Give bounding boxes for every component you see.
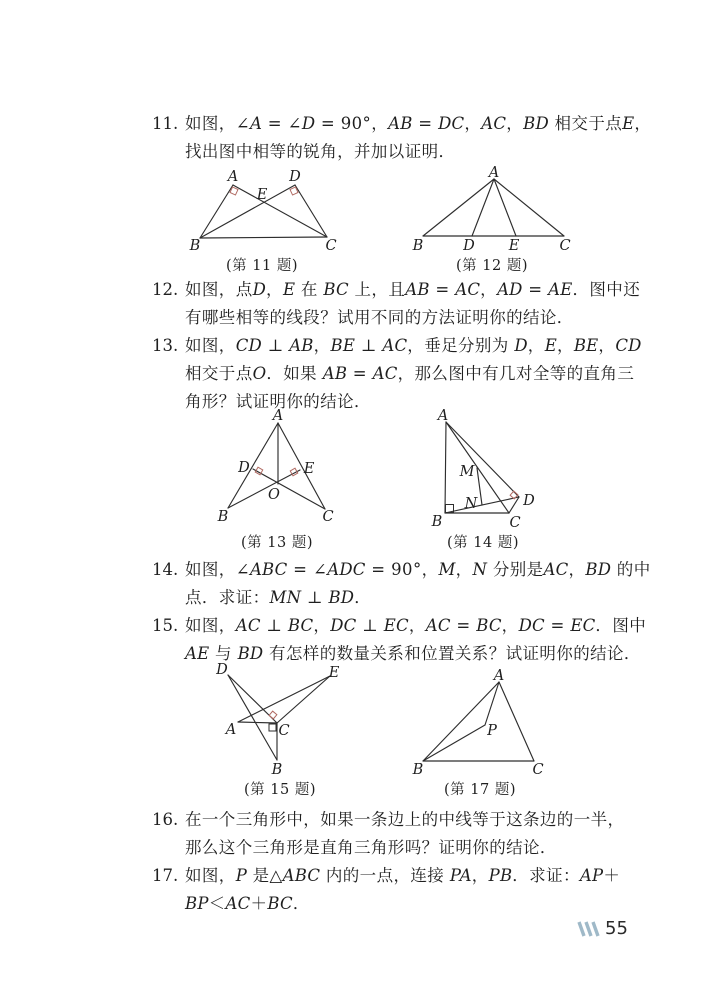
- vertex-label: B: [217, 509, 229, 525]
- vertex-label: N: [464, 496, 478, 512]
- problem-text-line: AE 与 BD 有怎样的数量关系和位置关系？试证明你的结论．: [185, 644, 641, 663]
- vertex-label: E: [328, 665, 340, 681]
- figure-caption-13: (第 13 题): [241, 535, 313, 551]
- problem-text-line: 在一个三角形中，如果一条边上的中线等于这条边的一半，: [185, 810, 625, 829]
- vertex-label: B: [189, 238, 201, 254]
- vertex-label: B: [412, 762, 424, 778]
- problem-text-line: 那么这个三角形是直角三角形吗？证明你的结论．: [185, 838, 557, 857]
- figure-caption-15: (第 15 题): [244, 782, 316, 798]
- problem-number: 15.: [152, 616, 179, 635]
- problem-text-line: 相交于点O．如果 AB = AC，那么图中有几对全等的直角三: [185, 364, 635, 383]
- problem-text-line: 找出图中相等的锐角，并加以证明．: [185, 142, 456, 161]
- vertex-label: A: [437, 408, 449, 424]
- problem-text-line: 如图，AC ⊥ BC，DC ⊥ EC，AC = BC，DC = EC．图中: [185, 616, 647, 635]
- problem-number: 13.: [152, 336, 179, 355]
- vertex-label: D: [523, 493, 535, 509]
- problem-17: [152, 862, 621, 918]
- problem-text-line: 如图，CD ⊥ AB，BE ⊥ AC，垂足分别为 D，E，BE，CD: [185, 336, 642, 355]
- figure-caption-11: (第 11 题): [226, 258, 298, 274]
- fig-15: [215, 662, 340, 778]
- vertex-label: B: [271, 762, 283, 778]
- figure-caption-14: (第 14 题): [447, 535, 519, 551]
- vertex-label: D: [216, 662, 228, 678]
- vertex-label: E: [508, 238, 520, 254]
- problem-11: [152, 110, 652, 166]
- vertex-label: E: [303, 461, 315, 477]
- figure-caption-12: (第 12 题): [456, 258, 528, 274]
- vertex-label: A: [488, 165, 500, 181]
- problem-15: [152, 612, 647, 668]
- vertex-label: O: [268, 487, 280, 503]
- problem-13: [152, 332, 642, 416]
- figure-caption-17: (第 17 题): [444, 782, 516, 798]
- vertex-label: C: [278, 723, 290, 739]
- problem-text-line: 如图，P 是△ABC 内的一点，连接 PA，PB．求证：AP＋: [185, 866, 621, 885]
- right-angle-mark: [269, 711, 277, 719]
- vertex-label: C: [509, 515, 521, 531]
- problem-text-line: 如图，∠A = ∠D = 90°，AB = DC，AC，BD 相交于点E，: [185, 114, 652, 133]
- problem-number: 11.: [152, 114, 179, 133]
- vertex-label: C: [532, 762, 544, 778]
- vertex-label: A: [225, 722, 237, 738]
- problem-16: [152, 806, 625, 862]
- vertex-label: E: [256, 187, 268, 203]
- vertex-label: C: [322, 509, 334, 525]
- right-angle-mark: [269, 724, 276, 731]
- page-number: 55: [605, 918, 628, 939]
- vertex-label: D: [463, 238, 475, 254]
- vertex-label: A: [493, 668, 505, 684]
- problem-text-line: 点．求证：MN ⊥ BD．: [185, 588, 372, 607]
- problem-text-line: BP＜AC＋BC．: [185, 894, 310, 913]
- vertex-label: D: [238, 460, 250, 476]
- problem-number: 17.: [152, 866, 179, 885]
- problem-12: [152, 276, 641, 332]
- problem-text-line: 如图，点D，E 在 BC 上，且AB = AC，AD = AE．图中还: [185, 280, 641, 299]
- fig-17: [412, 668, 544, 778]
- vertex-label: A: [227, 169, 239, 185]
- triple-slash-icon: [576, 920, 600, 938]
- vertex-label: P: [487, 723, 497, 739]
- vertex-label: D: [289, 169, 301, 185]
- vertex-label: B: [412, 238, 424, 254]
- problem-number: 14.: [152, 560, 179, 579]
- problem-number: 12.: [152, 280, 179, 299]
- fig-14: [431, 408, 536, 531]
- problem-text-line: 有哪些相等的线段？试用不同的方法证明你的结论．: [185, 308, 574, 327]
- fig-11: [189, 169, 337, 254]
- vertex-label: A: [272, 408, 284, 424]
- page-footer: [576, 918, 628, 939]
- vertex-label: M: [459, 464, 475, 480]
- vertex-label: B: [431, 514, 443, 530]
- problem-text-line: 角形？试证明你的结论．: [185, 392, 371, 411]
- problem-number: 16.: [152, 810, 179, 829]
- problem-14: [152, 556, 651, 612]
- fig-13: [217, 408, 334, 525]
- problem-text-line: 如图，∠ABC = ∠ADC = 90°，M，N 分别是AC，BD 的中: [185, 560, 651, 579]
- fig-12: [412, 165, 571, 254]
- vertex-label: C: [325, 238, 337, 254]
- vertex-label: C: [559, 238, 571, 254]
